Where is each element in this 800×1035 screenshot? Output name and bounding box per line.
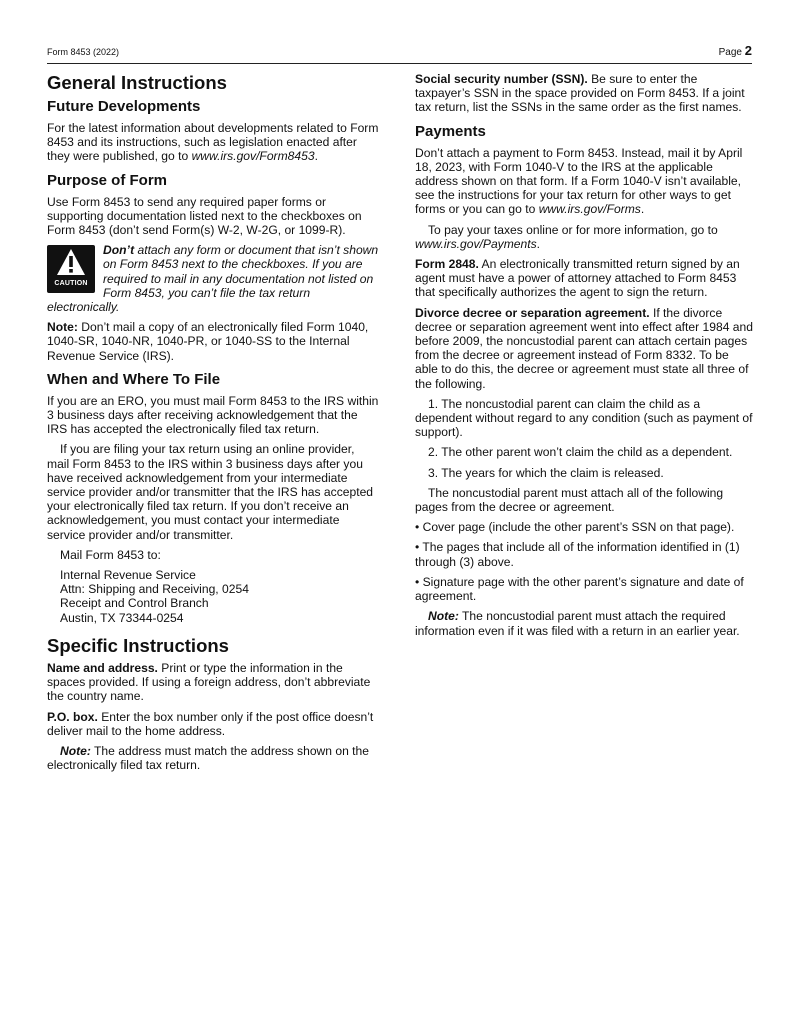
note-label: Note: bbox=[47, 320, 78, 335]
mailing-address bbox=[60, 568, 379, 625]
bullet-item: • Cover page (include the other parent’s SSN on that page). bbox=[415, 520, 735, 535]
bullet-item: • The pages that include all of the information identified in (1) through (3) above. bbox=[415, 540, 740, 569]
specific-instructions-title: Specific Instructions bbox=[47, 634, 229, 656]
address-line: Receipt and Control Branch bbox=[60, 596, 209, 611]
address-line: Attn: Shipping and Receiving, 0254 bbox=[60, 582, 249, 597]
ssn-paragraph bbox=[415, 72, 753, 115]
forms-link[interactable]: www.irs.gov/Forms bbox=[538, 202, 641, 217]
form2848-paragraph bbox=[415, 257, 753, 300]
when-where-para-2: If you are filing your tax return using an online provider, mail Form 8453 to the IRS within 3 business days after you have received acknowledgement from your intermediate service provider and/or transmitter that the IRS has accepted your electronically filed tax return. If you don’t receive an acknowledgement, you must contact your intermediate service provider and/or transmitter. bbox=[47, 442, 374, 542]
form2848-label: Form 2848. bbox=[415, 257, 479, 272]
address-note-label: Note: bbox=[60, 743, 91, 758]
ssn-text: Be sure to enter the taxpayer’s SSN in the space provided on Form 8453. If a joint tax return, list the SSNs in the same order as the first names. bbox=[415, 72, 745, 115]
pobox-paragraph bbox=[47, 710, 379, 738]
list-item: 3. The years for which the claim is released. bbox=[428, 465, 664, 480]
divorce-text: If the divorce decree or separation agreement went into effect after 1984 and before 2009, the noncustodial parent can attach certain pages from the decree or agreement instead of Form 8332. To be able to do this, the decree or agreement must state all three of the following. bbox=[415, 305, 753, 391]
future-developments-heading: Future Developments bbox=[47, 98, 201, 115]
warning-triangle-icon bbox=[56, 248, 86, 276]
caution-text bbox=[47, 243, 379, 314]
future-developments-text: For the latest information about developments related to Form 8453 and its instructions, such as legislation enacted after they were published, go to www.irs.gov/Form8453. bbox=[47, 121, 379, 164]
caution-dont: Don’t bbox=[103, 243, 135, 258]
purpose-heading: Purpose of Form bbox=[47, 171, 168, 189]
payments-para-2: To pay your taxes online or for more information, go to www.irs.gov/Payments. bbox=[415, 222, 718, 251]
final-note-text: The noncustodial parent must attach the required information even if it was filed with a return in an earlier year. bbox=[415, 609, 740, 638]
address-line: Internal Revenue Service bbox=[60, 568, 196, 583]
form2848-text: An electronically transmitted return signed by an agent must have a power of attorney attached to Form 8453 that specifically authorizes the agent to sign the return. bbox=[415, 257, 740, 300]
right-column bbox=[415, 72, 753, 644]
pobox-label: P.O. box. bbox=[47, 709, 98, 724]
caution-block bbox=[47, 243, 379, 314]
when-where-para-1: If you are an ERO, you must mail Form 8453 to the IRS within 3 business days after receiving acknowledgement that the IRS has accepted the electronically filed tax return. bbox=[47, 393, 379, 437]
page-header bbox=[47, 43, 752, 64]
name-address-paragraph bbox=[47, 661, 379, 704]
divorce-label: Divorce decree or separation agreement. bbox=[415, 305, 650, 320]
general-instructions-title: General Instructions bbox=[47, 72, 227, 93]
bullet-item: • Signature page with the other parent’s signature and date of agreement. bbox=[415, 574, 744, 604]
name-address-label: Name and address. bbox=[47, 660, 158, 675]
final-note-label: Note: bbox=[428, 609, 459, 624]
page-label: Page bbox=[718, 47, 742, 58]
payments-text-1: Don’t attach a payment to Form 8453. Instead, mail it by April 18, 2023, with Form 1040-V to the IRS at the applicable address shown on that form. If a Form 1040-V isn’t available, see the instructions for your tax return for other ways to get forms or you can go to bbox=[415, 145, 743, 217]
payments-para-1: Don’t attach a payment to Form 8453. Instead, mail it by April 18, 2023, with Form 1040-V to the IRS at the applicable address shown on that form. If a Form 1040-V isn’t available, see the instructions for your tax return for other ways to get forms or you can go to www.irs.gov/Forms. bbox=[415, 145, 743, 217]
pobox-text: Enter the box number only if the post office doesn’t deliver mail to the home address. bbox=[47, 709, 374, 738]
name-address-text: Print or type the information in the spaces provided. If using a foreign address, don’t abbreviate the country name. bbox=[47, 660, 371, 704]
caution-label: CAUTION bbox=[54, 279, 88, 287]
payments-text-2: To pay your taxes online or for more information, go to bbox=[428, 222, 718, 237]
payments-link[interactable]: www.irs.gov/Payments bbox=[415, 236, 537, 251]
address-line: Austin, TX 73344-0254 bbox=[60, 610, 184, 625]
purpose-text: Use Form 8453 to send any required paper forms or supporting documentation listed next to the checkboxes on Form 8453 (don’t send Form(s) W-2, W-2G, or 1099-R). bbox=[47, 194, 362, 238]
page-number-value: 2 bbox=[744, 43, 752, 58]
address-note-text: The address must match the address shown on the electronically filed tax return. bbox=[47, 743, 369, 773]
list-item: 2. The other parent won’t claim the child as a dependent. bbox=[428, 445, 733, 460]
left-column bbox=[47, 72, 379, 778]
future-text: For the latest information about developments related to Form 8453 and its instructions, such as legislation enacted after they were published, go to bbox=[47, 121, 379, 164]
mail-intro: Mail Form 8453 to: bbox=[60, 547, 161, 562]
note-text: Don’t mail a copy of an electronically filed Form 1040, 1040-SR, 1040-NR, 1040-PR, or 1040-SS to the Internal Revenue Service (IRS). bbox=[47, 320, 369, 363]
payments-heading: Payments bbox=[415, 122, 486, 140]
caution-body: attach any form or document that isn’t shown on Form 8453 next to the checkboxes. If you are required to mail in any documentation not listed on Form 8453, you can’t file the tax return electronically. bbox=[47, 243, 379, 315]
final-note-paragraph bbox=[415, 609, 753, 637]
ssn-label: Social security number (SSN). bbox=[415, 72, 588, 86]
divorce-paragraph bbox=[415, 306, 753, 391]
attach-paragraph: The noncustodial parent must attach all of the following pages from the decree or agreement. bbox=[415, 485, 724, 515]
when-where-heading: When and Where To File bbox=[47, 370, 221, 388]
form-reference: Form 8453 (2022) bbox=[47, 47, 120, 57]
address-note-paragraph bbox=[47, 744, 379, 772]
list-item: 1. The noncustodial parent can claim the child as a dependent without regard to any condition (such as payment of support). bbox=[415, 396, 753, 440]
note-paragraph bbox=[47, 320, 379, 363]
form8453-link[interactable]: www.irs.gov/Form8453 bbox=[191, 149, 315, 164]
page-number bbox=[719, 43, 752, 58]
caution-icon bbox=[47, 245, 95, 293]
